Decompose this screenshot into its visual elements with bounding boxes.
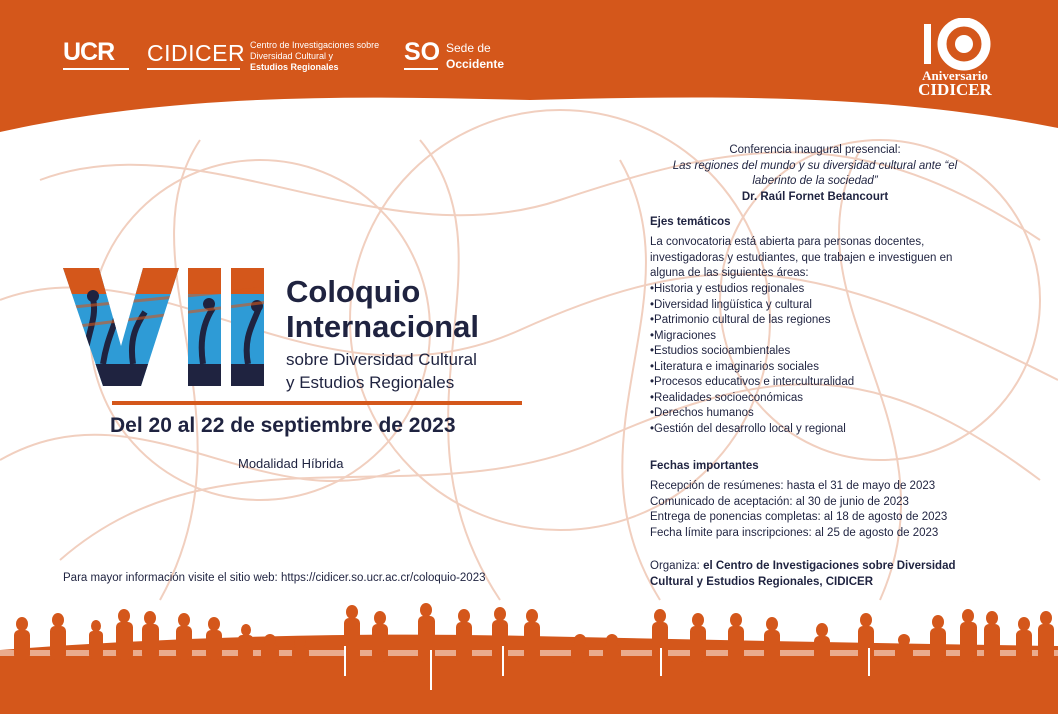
organizer-name: el Centro de Investigaciones sobre Diversidad Cultural y Estudios Regionales, CIDICER <box>650 560 956 588</box>
ejes-item: • Derechos humanos <box>650 406 1000 422</box>
cidicer-description <box>250 40 400 73</box>
fecha-item: Entrega de ponencias completas: al 18 de agosto de 2023 <box>650 511 948 523</box>
event-modality: Modalidad Híbrida <box>238 456 344 471</box>
cidicer-desc-line3: Estudios Regionales <box>250 62 339 72</box>
fecha-item: Comunicado de aceptación: al 30 de junio de 2023 <box>650 495 909 508</box>
title-divider <box>112 401 522 405</box>
organizer-label: Organiza: <box>650 560 700 572</box>
ucr-logo-underline <box>63 68 129 70</box>
so-logo-underline <box>404 68 438 70</box>
cidicer-logo: CIDICER <box>147 40 246 66</box>
fechas-heading: Fechas importantes <box>650 460 759 472</box>
cidicer-desc-line1: Centro de Investigaciones sobre <box>250 40 380 50</box>
sede-line2: Occidente <box>446 57 505 71</box>
fecha-item: Fecha límite para inscripciones: al 25 de agosto de 2023 <box>650 526 939 539</box>
ucr-logo: UCR <box>63 38 115 66</box>
ejes-list <box>650 282 1000 437</box>
subtitle-line2: y Estudios Regionales <box>286 373 455 392</box>
inaugural-conference <box>650 143 980 205</box>
ejes-heading: Ejes temáticos <box>650 216 731 228</box>
title-coloquio: Coloquio <box>286 274 421 309</box>
sede-line1: Sede de <box>446 41 491 55</box>
ejes-item: • Literatura e imaginarios sociales <box>650 360 1000 376</box>
fecha-item: Recepción de resúmenes: hasta el 31 de mayo de 2023 <box>650 480 936 492</box>
ejes-item: • Estudios socioambientales <box>650 344 1000 360</box>
anniversary-org: CIDICER <box>918 80 992 99</box>
conference-title: Las regiones del mundo y su diversidad cultural ante “el laberinto de la sociedad” <box>672 159 958 187</box>
so-logo: SO <box>404 38 441 66</box>
header-band <box>0 0 1058 140</box>
ejes-item: • Procesos educativos e interculturalidad <box>650 375 1000 391</box>
footer-crowd <box>0 590 1058 714</box>
cidicer-logo-underline <box>147 68 240 70</box>
title-internacional: Internacional <box>286 309 479 344</box>
more-info-link[interactable]: Para mayor información visite el sitio web: https://cidicer.so.ucr.ac.cr/coloquio-2023 <box>63 572 486 584</box>
ejes-item: • Historia y estudios regionales <box>650 282 1000 298</box>
sede-label <box>446 40 504 72</box>
ejes-item: • Diversidad lingüística y cultural <box>650 298 1000 314</box>
cidicer-desc-line2: Diversidad Cultural y <box>250 51 334 61</box>
conference-label: Conferencia inaugural presencial: <box>729 144 901 156</box>
organizer <box>650 559 1000 590</box>
ejes-item: • Migraciones <box>650 329 1000 345</box>
fechas-list <box>650 479 1000 541</box>
subtitle-line1: sobre Diversidad Cultural <box>286 350 477 369</box>
vii-numeral-graphic <box>63 268 268 386</box>
ejes-item: • Patrimonio cultural de las regiones <box>650 313 1000 329</box>
ejes-item: • Realidades socioeconómicas <box>650 391 1000 407</box>
anniversary-label: Aniversario <box>922 68 988 83</box>
event-dates: Del 20 al 22 de septiembre de 2023 <box>110 414 456 437</box>
ejes-item: • Gestión del desarrollo local y regional <box>650 422 1000 438</box>
ejes-intro: La convocatoria está abierta para personas docentes, investigadoras y estudiantes, que trabajen e investiguen en alguna de las siguientes áreas: <box>650 236 953 279</box>
conference-speaker: Dr. Raúl Fornet Betancourt <box>741 190 889 203</box>
